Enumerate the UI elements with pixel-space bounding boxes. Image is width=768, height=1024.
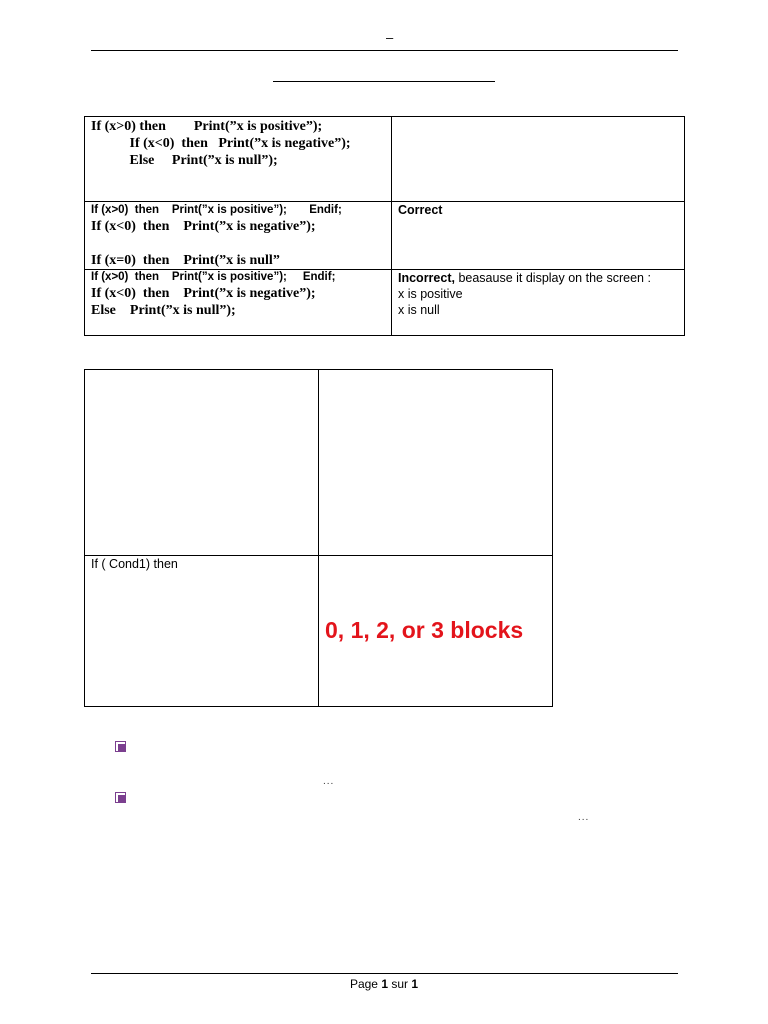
- table-cell: [85, 117, 392, 202]
- code-line: If (x<0) then Print(”x is negative”);: [91, 136, 351, 151]
- header-rule: [91, 50, 678, 51]
- table-cell: [392, 270, 685, 336]
- conditions-table: [84, 116, 685, 336]
- verdict-line: [398, 270, 684, 286]
- code-line: If (x>0) then Print(”x is positive”);: [91, 119, 323, 134]
- cond-line: If ( Cond1) then: [91, 557, 178, 571]
- table-cell: [392, 117, 685, 202]
- table-cell: [392, 202, 685, 270]
- table-row: [85, 370, 553, 556]
- title-underline: [273, 81, 495, 82]
- code-line: If (x<0) then Print(”x is negative”);: [91, 219, 316, 234]
- code-line: Else Print(”x is null”);: [91, 153, 278, 168]
- table-cell: [85, 556, 319, 707]
- table-row: [85, 117, 685, 202]
- table-row: [85, 202, 685, 270]
- output-line: x is positive: [398, 287, 463, 301]
- table-cell: [85, 202, 392, 270]
- code-line: Else Print(”x is null”);: [91, 303, 236, 318]
- checkbox-bullet-icon: [115, 792, 126, 803]
- code-line: If (x>0) then Print(”x is positive”); Endif;: [91, 271, 336, 283]
- table-cell: [85, 270, 392, 336]
- checkbox-bullet-icon: [115, 741, 126, 752]
- code-line: If (x>0) then Print(”x is positive”); Endif;: [91, 204, 342, 216]
- ellipsis: ...: [323, 776, 335, 787]
- output-line: x is null: [398, 303, 440, 317]
- footer-rule: [91, 973, 678, 974]
- ellipsis: ...: [578, 812, 590, 823]
- header-mark: –: [386, 30, 394, 45]
- verdict-incorrect: Incorrect,: [398, 271, 455, 285]
- table-cell: [319, 556, 553, 707]
- table-row: [85, 270, 685, 336]
- table-cell: [85, 370, 319, 556]
- blocks-label: 0, 1, 2, or 3 blocks: [325, 617, 524, 643]
- verdict-correct: Correct: [398, 203, 443, 217]
- code-line: If (x=0) then Print(”x is null”: [91, 253, 280, 268]
- page-number: Page 1 sur 1: [349, 977, 419, 991]
- table-cell: [319, 370, 553, 556]
- structure-table: [84, 369, 553, 707]
- verdict-reason: beasause it display on the screen :: [454, 271, 651, 285]
- table-row: [85, 556, 553, 707]
- code-line: If (x<0) then Print(”x is negative”);: [91, 286, 316, 301]
